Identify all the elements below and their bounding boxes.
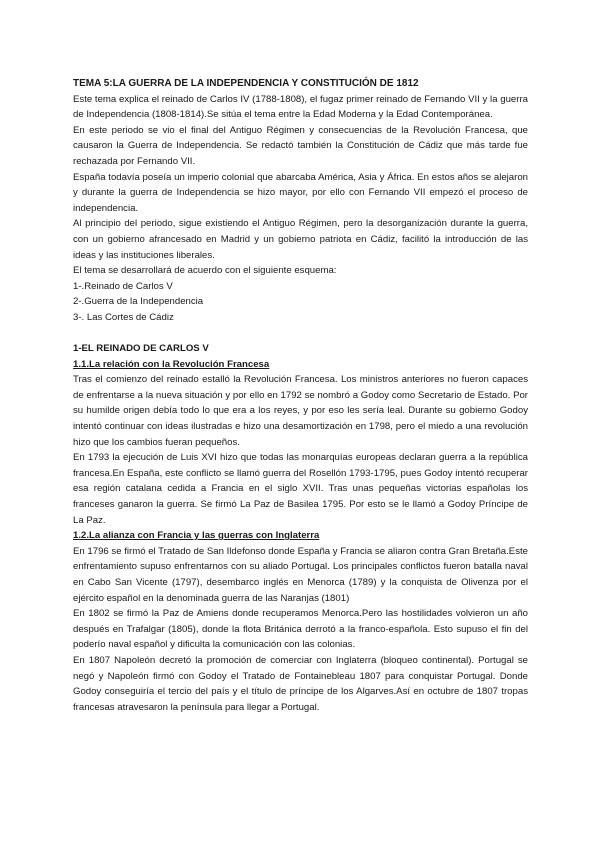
body-paragraph: En 1807 Napoleón decretó la promoción de comerciar con Inglaterra (bloqueo continental). Portugal se negó y Napoleón firmó con Godoy el Tratado de Fontainebleau 1807 para conquistar Portugal. Donde Godoy conseguiría el tercio del país y el título de príncipe de los Algarves.Así en octubre de 1807 tropas francesas atravesaron la península para llegar a Portugal. [73,654,528,713]
intro-paragraph: Al principio del periodo, sigue existiendo el Antiguo Régimen, pero la desorganización durante la guerra, con un gobierno afrancesado en Madrid y un gobierno patriota en Cádiz, facilitó la introducción de las ideas y las instituciones liberales. [73,218,528,261]
section-heading: 1-EL REINADO DE CARLOS V [73,343,209,355]
document-title: TEMA 5:LA GUERRA DE LA INDEPENDENCIA Y CONSTITUCIÓN DE 1812 [73,78,419,89]
subsection-heading: 1.2.La alianza con Francia y las guerras con Inglaterra [73,530,320,542]
body-paragraph: En 1802 se firmó la Paz de Amiens donde recuperamos Menorca.Pero las hostilidades volvieron un año después en Trafalgar (1805), donde la flota Británica derrotó a la franco-española. Esto supuso el fin del poderío naval español y dificulta la comunicación con las colonias. [73,608,528,651]
outline-item: 1-.Reinado de Carlos V [73,280,173,292]
intro-paragraph: Este tema explica el reinado de Carlos IV (1788-1808), el fugaz primer reinado de Fernando VII y la guerra de Independencia (1808-1814).Se sitúa el tema entre la Edad Moderna y la Edad Contemporánea. [73,93,528,121]
body-paragraph: Tras el comienzo del reinado estalló la Revolución Francesa. Los ministros anteriores no fueron capaces de enfrentarse a la nueva situación y por ello en 1792 se nombró a Godoy como Secretario de Estado. Por su humilde origen debía todo lo que era a los reyes, y por eso les sería leal. Durante su gobierno Godoy intentó continuar con ideas ilustradas e hizo una desamortización en 1798, pero el miedo a una revolución hizo que los cambios fueran pequeños. [73,374,528,448]
intro-paragraph: En este periodo se vio el final del Antiguo Régimen y consecuencias de la Revolución Francesa, que causaron la Guerra de Independencia. Se redactó también la Constitución de Cádiz que más tarde fue rechazada por Fernando VII. [73,124,528,167]
subsection-heading: 1.1.La relación con la Revolución Francesa [73,358,270,370]
intro-paragraph: España todavía poseía un imperio colonial que abarcaba América, Asia y África. En estos años se alejaron y durante la guerra de Independencia se hizo mayor, por ello con Fernando VII empezó el proceso de independencia. [73,171,528,214]
document-page [73,76,528,715]
outline-item: 2-.Guerra de la Independencia [73,296,204,308]
outline-item: 3-. Las Cortes de Cádiz [73,311,174,323]
intro-paragraph: El tema se desarrollará de acuerdo con el siguiente esquema: [73,265,337,277]
body-paragraph: En 1796 se firmó el Tratado de San Ildefonso donde España y Francia se aliaron contra Gran Bretaña.Este enfrentamiento supuso enfrentarnos con su aliado Portugal. Los principales conflictos fueron batalla naval en Cabo San Vicente (1797), desembarco inglés en Menorca (1789) y la conquista de Olivenza por el ejército español en la denominada guerra de las Naranjas (1801) [73,545,528,604]
body-paragraph: En 1793 la ejecución de Luis XVI hizo que todas las monarquías europeas declaran guerra a la república francesa.En España, este conflicto se llamó guerra del Rosellón 1793-1795, pues Godoy intentó recuperar esa región catalana cedida a Francia en el siglo XVII. Tras unas pequeñas victorias españolas los franceses ganaron la guerra. Se firmó La Paz de Basilea 1795. Por esto se le llamó a Godoy Príncipe de La Paz. [73,452,528,526]
